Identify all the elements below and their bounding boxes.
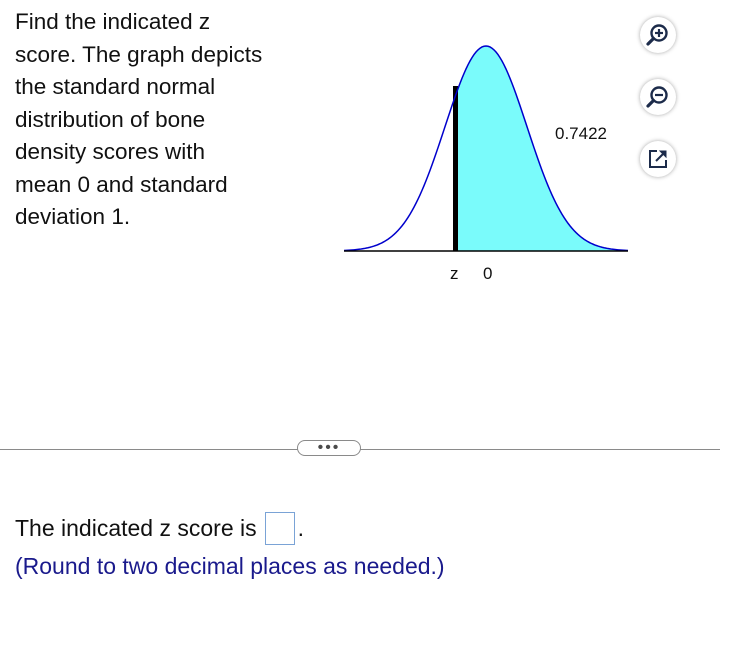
answer-line xyxy=(15,509,445,547)
question-line: distribution of bone xyxy=(15,106,206,132)
zoom-out-button[interactable] xyxy=(640,79,676,115)
question-line: score. The graph depicts xyxy=(15,41,263,67)
tool-panel xyxy=(640,17,676,203)
answer-period: . xyxy=(297,515,305,541)
z-score-input[interactable] xyxy=(265,512,295,545)
popout-icon xyxy=(645,146,671,172)
question-line: deviation 1. xyxy=(15,204,131,229)
zoom-in-button[interactable] xyxy=(640,17,676,53)
area-label: 0.7422 xyxy=(555,124,607,143)
question-line: density scores with xyxy=(15,139,206,164)
z-label: z xyxy=(450,264,459,283)
answer-section xyxy=(15,509,445,585)
question-line: mean 0 and standard xyxy=(15,171,228,197)
zoom-out-icon xyxy=(645,84,671,110)
more-options-button[interactable]: ••• xyxy=(297,440,361,456)
shaded-area xyxy=(456,46,629,251)
mean-label: 0 xyxy=(483,264,493,283)
answer-prompt: The indicated z score is xyxy=(15,515,257,541)
normal-distribution-graph xyxy=(336,30,636,290)
rounding-hint: (Round to two decimal places as needed.) xyxy=(15,553,445,579)
zoom-in-icon xyxy=(645,22,671,48)
question-line: the standard normal xyxy=(15,74,216,99)
popout-button[interactable] xyxy=(640,141,676,177)
question-text xyxy=(15,6,315,234)
question-line: Find the indicated z xyxy=(15,9,211,34)
